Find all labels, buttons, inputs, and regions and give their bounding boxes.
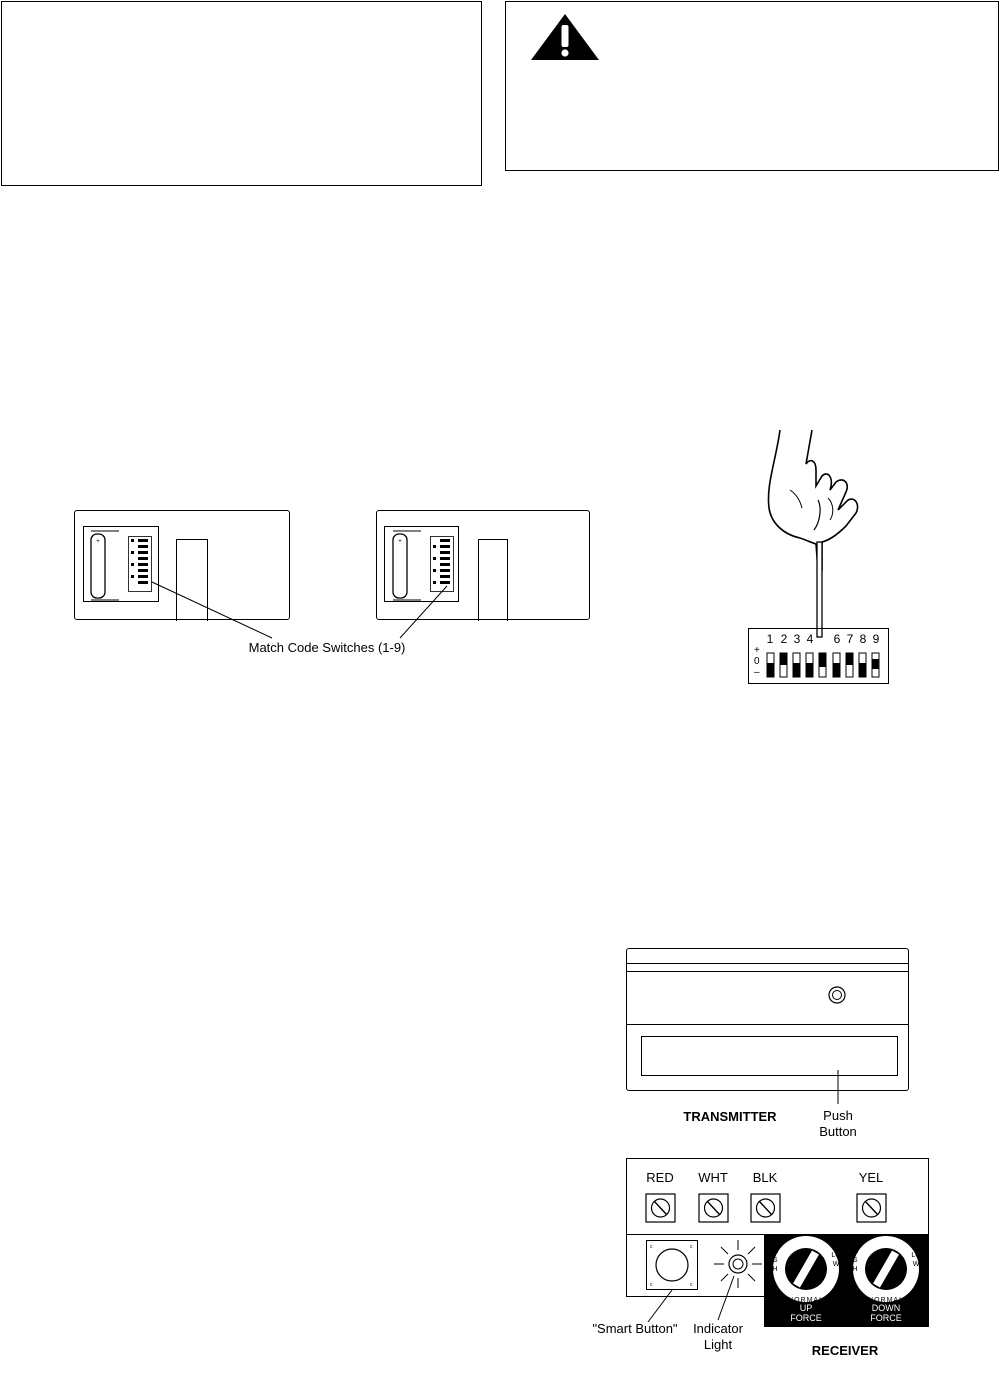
switch-number-3: 3	[793, 632, 801, 646]
smart-button-label: "Smart Button"	[592, 1321, 678, 1336]
svg-text:c: c	[650, 1282, 653, 1288]
terminal-label-wht: WHT	[698, 1170, 728, 1185]
svg-text:+: +	[96, 539, 100, 545]
down-force-label-line1: DOWN	[871, 1303, 901, 1313]
switch-number-2: 2	[780, 632, 788, 646]
up-force-right-letters: LOW	[831, 1252, 841, 1268]
switch-number-4: 4	[806, 632, 814, 646]
down-force-right-letters: LOW	[911, 1252, 921, 1268]
up-force-bottom-letters: NORMAL	[788, 1297, 824, 1304]
up-force-label-line2: FORCE	[790, 1313, 822, 1323]
indicator-light-label-line2: Light	[703, 1337, 733, 1352]
terminal-label-yel: YEL	[858, 1170, 884, 1185]
down-force-bottom-letters: NORMAL	[868, 1297, 904, 1304]
up-force-label-line1: UP	[799, 1303, 813, 1313]
up-force-left-letters: HIGH	[771, 1248, 779, 1273]
svg-text:c: c	[690, 1244, 693, 1250]
receiver-label: RECEIVER	[811, 1343, 879, 1358]
svg-text:c: c	[650, 1244, 653, 1250]
switch-number-9: 9	[872, 632, 880, 646]
transmitter-label: TRANSMITTER	[683, 1109, 777, 1124]
switch-zero-symbol: 0	[754, 656, 760, 667]
switch-number-6: 6	[833, 632, 841, 646]
terminal-label-red: RED	[646, 1170, 674, 1185]
match-code-switches-label: Match Code Switches (1-9)	[248, 640, 406, 655]
push-button-label-line1: Push	[823, 1108, 853, 1123]
svg-text:c: c	[690, 1282, 693, 1288]
switch-number-8: 8	[859, 632, 867, 646]
svg-text:+: +	[398, 539, 402, 545]
switch-number-7: 7	[846, 632, 854, 646]
switch-plus-symbol: +	[754, 645, 760, 656]
push-button-label-line2: Button	[819, 1124, 857, 1139]
switch-minus-symbol: –	[754, 667, 760, 678]
down-force-label-line2: FORCE	[870, 1313, 902, 1323]
down-force-left-letters: HIGH	[851, 1248, 859, 1273]
switch-number-1: 1	[766, 632, 774, 646]
indicator-light-label-line1: Indicator	[693, 1321, 743, 1336]
terminal-label-blk: BLK	[752, 1170, 778, 1185]
